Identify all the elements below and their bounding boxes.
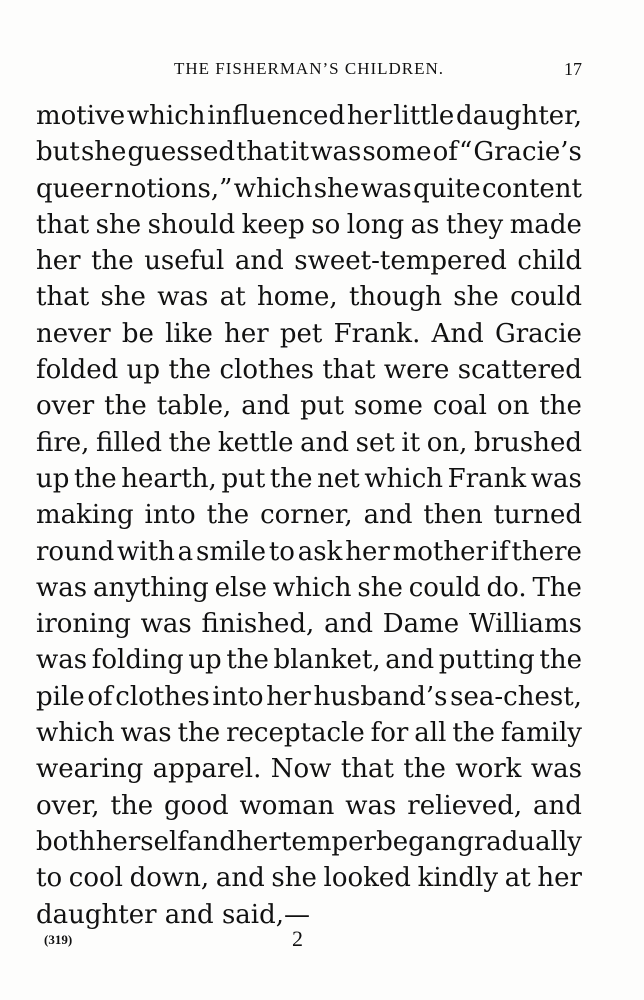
text-line: was anything else which she could do. The bbox=[36, 572, 582, 603]
text-line: making into the corner, and then turned bbox=[36, 500, 582, 531]
page-number: 17 bbox=[564, 59, 582, 79]
text-line: daughter and said,— bbox=[36, 899, 311, 930]
text-line: motive which influenced her little daughter, bbox=[36, 101, 582, 131]
text-line: her the useful and sweet-tempered child bbox=[36, 246, 582, 277]
text-line: fire, filled the kettle and set it on, brushed bbox=[36, 427, 582, 458]
text-line: up the hearth, put the net which Frank was bbox=[36, 463, 582, 494]
text-line: pile of clothes into her husband’s sea-chest, bbox=[36, 681, 582, 712]
text-line: folded up the clothes that were scattered bbox=[36, 355, 582, 386]
text-line: never be like her pet Frank. And Gracie bbox=[36, 318, 582, 349]
running-head bbox=[36, 56, 582, 82]
text-line: to cool down, and she looked kindly at her bbox=[36, 863, 582, 894]
text-line: queer notions,” which she was quite content bbox=[36, 173, 582, 204]
body-text bbox=[36, 98, 582, 933]
text-line: wearing apparel. Now that the work was bbox=[36, 754, 582, 785]
running-title: THE FISHERMAN’S CHILDREN. bbox=[173, 59, 445, 78]
printer-signature: (319) bbox=[44, 932, 73, 947]
text-line: which was the receptacle for all the family bbox=[36, 718, 582, 749]
text-line: over the table, and put some coal on the bbox=[36, 391, 582, 422]
text-line: round with a smile to ask her mother if there bbox=[36, 536, 582, 567]
text-line: but she guessed that it was some of “ Gracie’s bbox=[36, 137, 582, 168]
text-line: was folding up the blanket, and putting the bbox=[36, 645, 582, 676]
text-line: ironing was finished, and Dame Williams bbox=[36, 609, 582, 640]
text-line: that she was at home, though she could bbox=[36, 282, 582, 313]
sheet-mark: 2 bbox=[292, 926, 303, 951]
text-line: over, the good woman was relieved, and bbox=[36, 790, 582, 821]
text-line: that she should keep so long as they made bbox=[36, 209, 582, 240]
text-line: both herself and her temper began gradually bbox=[36, 826, 582, 857]
